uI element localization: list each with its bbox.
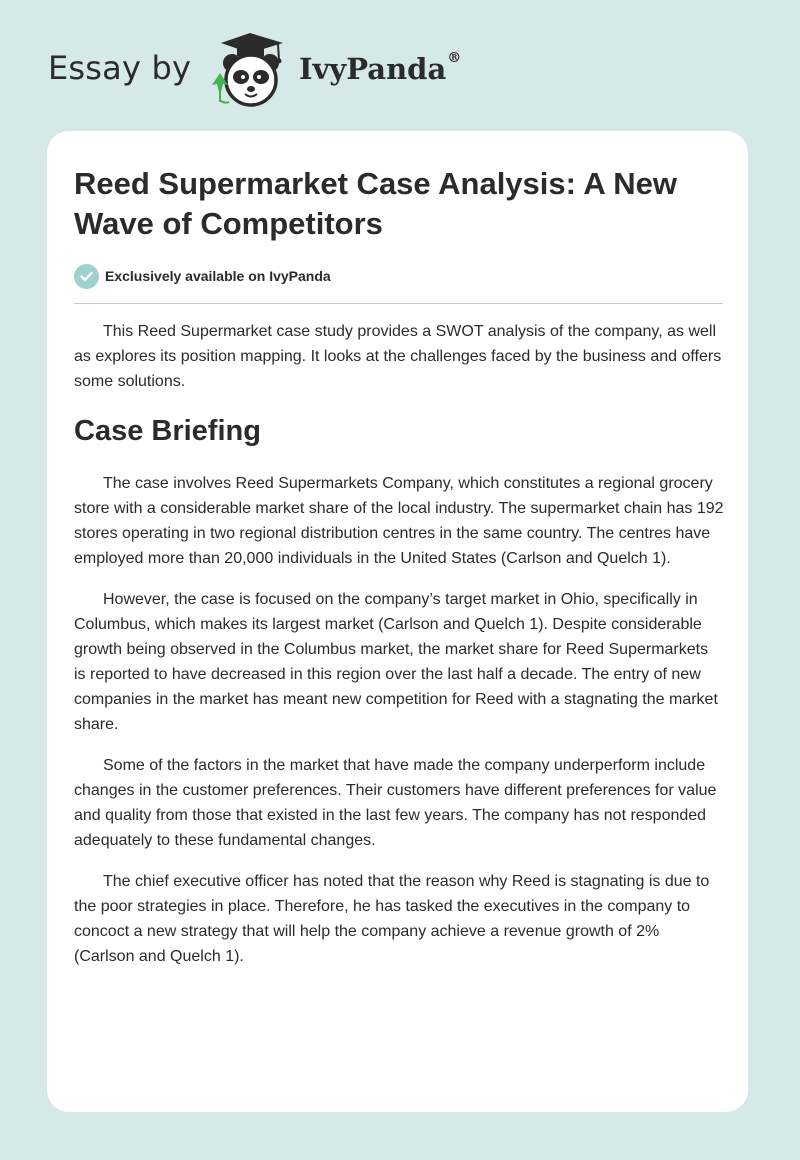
- exclusive-text: Exclusively available on IvyPanda: [105, 268, 331, 284]
- body-paragraph: However, the case is focused on the company’s target market in Ohio, specifically in Columbus, which makes its largest market (Carlson and Quelch 1). Despite considerable growth being observed in the Columbus market, the market share for Reed Supermarkets is reported to have decreased in this region over the last half a decade. The entry of new companies in the market has meant new competition for Reed with a stagnating the market share.: [74, 591, 718, 733]
- divider: [74, 303, 723, 304]
- site-header: [48, 30, 548, 110]
- panda-graduate-icon[interactable]: [203, 30, 295, 110]
- article-body: [74, 319, 724, 985]
- brand-name: IvyPanda: [299, 52, 447, 86]
- body-paragraph: Some of the factors in the market that have made the company underperform include changes in the customer preferences. Their customers have different preferences for value and quality from those that existed in the last few years. The company has not responded adequately to these fundamental changes.: [74, 757, 717, 849]
- body-paragraph: The chief executive officer has noted that the reason why Reed is stagnating is due to the poor strategies in place. Therefore, he has tasked the executives in the company to concoct a new strategy that will help the company achieve a revenue growth of 2% (Carlson and Quelch 1).: [74, 873, 710, 965]
- article-title: Reed Supermarket Case Analysis: A New Wave of Competitors: [74, 166, 678, 241]
- article-card: [47, 131, 748, 1112]
- ivypanda-logo-text[interactable]: [299, 52, 461, 86]
- intro-paragraph: This Reed Supermarket case study provides a SWOT analysis of the company, as well as explores its position mapping. It looks at the challenges faced by the business and offers some solutions.: [74, 323, 722, 390]
- body-paragraph: The case involves Reed Supermarkets Company, which constitutes a regional grocery store with a considerable market share of the local industry. The supermarket chain has 192 stores operating in two regional distribution centres in the same country. The centres have employed more than 20,000 individuals in the United States (Carlson and Quelch 1).: [74, 475, 724, 567]
- registered-mark: ®: [447, 50, 462, 66]
- exclusive-badge: [74, 263, 331, 289]
- essay-by-label: Essay by: [48, 49, 192, 87]
- check-icon: [74, 264, 99, 289]
- section-heading: Case Briefing: [74, 415, 261, 447]
